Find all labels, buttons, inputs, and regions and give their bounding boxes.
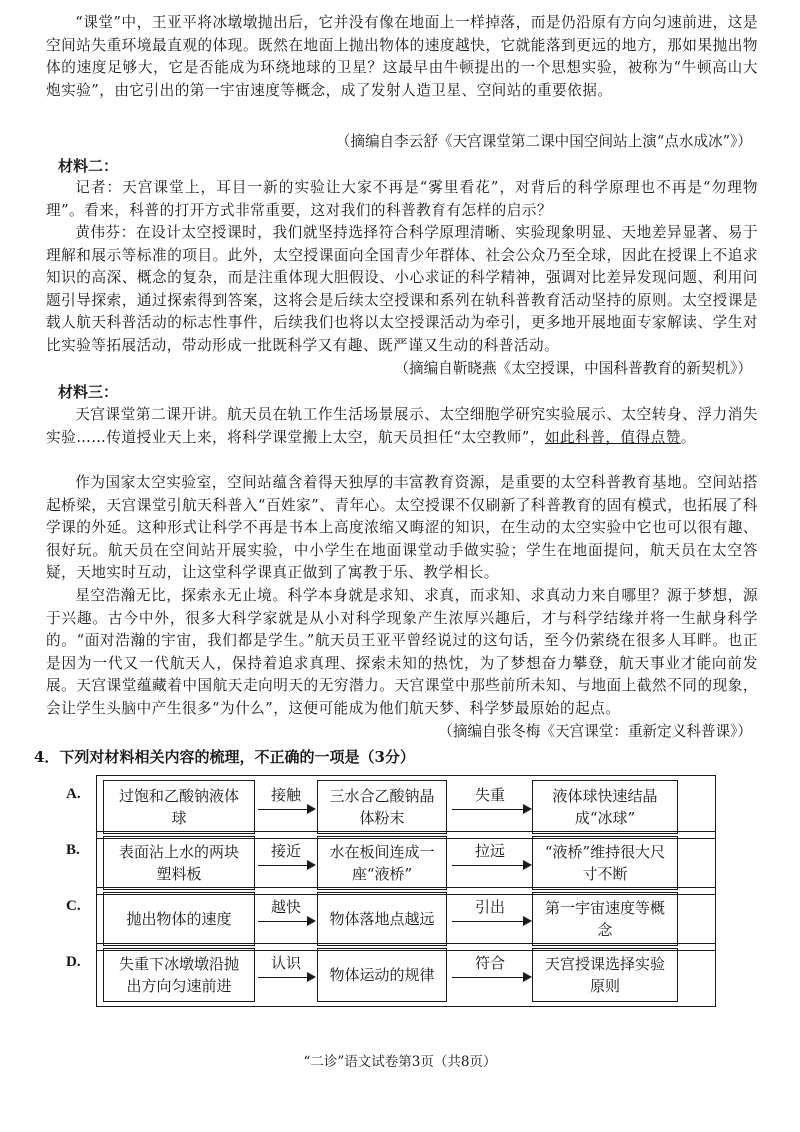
option-letter: A.	[66, 786, 81, 802]
option-letter: B.	[66, 842, 80, 858]
arrow-icon	[258, 977, 314, 978]
arrow-icon	[452, 809, 530, 810]
material-3-p1-end: 。	[680, 428, 696, 446]
source-3: （摘编自张冬梅《天宫课堂：重新定义科普课》）	[438, 723, 752, 740]
flow-link-1: 越快	[270, 898, 301, 916]
material-3-paragraph-2: 作为国家太空实验室，空间站蕴含着得天独厚的丰富教育资源，是重要的太空科普教育基地。空间站搭起桥梁，天宫课堂引航天科普入“百姓家”、青年心。太空授课不仅刷新了科普教育的固有模式，也拓展了科学课的外延。这种形式让科学不再是书本上高度浓缩又晦涩的知识，在生动的太空实验中它也可以很有趣、很好玩。航天员在空间站开展实验，中小学生在地面课堂动手做实验；学生在地面提问，航天员在太空答疑，天地实时互动，让这堂科学课真正做到了寓教于乐、教学相长。	[46, 474, 758, 582]
flow-box-3: “液桥”维持很大尺寸不断	[532, 836, 678, 890]
arrow-icon	[258, 809, 314, 810]
flow-link-1: 接触	[270, 786, 301, 804]
material-2-heading: 材料二：	[58, 157, 119, 175]
material-2-paragraph-2: 黄伟芬：在设计太空授课时，我们就坚持选择符合科学原理清晰、实验现象明显、天地差异显著、易于理解和展示等标准的项目。此外，太空授课面向全国青少年群体、社会公众乃至全球，因此在授课上不追求知识的高深、概念的复杂，而是注重体现大胆假设、小心求证的科学精神，强调对比差异发现问题、利用问题引导探索，通过探索得到答案，这将会是后续太空授课和系列在轨科普教育活动坚持的原则。太空授课是载人航天科普活动的标志性事件，后续我们也将以太空授课活动为牵引，更多地开展地面专家解读、学生对比实验等拓展活动，带动形成一批既科学又有趣、既严谨又生动的科普活动。	[46, 224, 758, 354]
flow-link-2: 失重	[474, 786, 505, 804]
material-2-paragraph-1: 记者：天宫课堂上，耳目一新的实验让大家不再是“雾里看花”，对背后的科学原理也不再是“勿理物理”。看来，科普的打开方式非常重要，这对我们的科普教育有怎样的启示？	[46, 179, 758, 219]
flow-box-2: 三水合乙酸钠晶体粉末	[317, 780, 447, 834]
source-1: （摘编自李云舒《天宫课堂第二课中国空间站上演“点水成冰”》）	[335, 133, 752, 150]
flow-box-1: 失重下冰墩墩沿抛出方向匀速前进	[103, 948, 255, 1002]
underlined-phrase: 如此科普，值得点赞	[544, 428, 681, 446]
flow-link-2: 引出	[474, 898, 505, 916]
material-3-p1-text: 天宫课堂第二课开讲。航天员在轨工作生活场景展示、太空细胞学研究实验展示、太空转身、浮力消失实验……传道授业天上来，将科学课堂搬上太空，航天员担任“太空教师”，	[46, 406, 758, 446]
flow-link-2: 拉远	[474, 842, 505, 860]
flow-box-1: 表面沾上水的两块塑料板	[103, 836, 255, 890]
page-footer: “二诊”语文试卷第3页（共8页）	[303, 1054, 497, 1070]
arrow-icon	[258, 921, 314, 922]
flow-box-3: 天宫授课选择实验原则	[532, 948, 678, 1002]
flow-link-1: 接近	[270, 842, 301, 860]
question-4-stem: 4．下列对材料相关内容的梳理，不正确的一项是（3分）	[34, 748, 415, 766]
arrow-icon	[258, 865, 314, 866]
material-3-paragraph-1	[46, 404, 758, 449]
arrow-icon	[452, 977, 530, 978]
flow-box-1: 抛出物体的速度	[103, 892, 255, 946]
flow-box-3: 第一宇宙速度等概念	[532, 892, 678, 946]
option-letter: D.	[66, 954, 81, 970]
material-3-paragraph-3: 星空浩瀚无比，探索永无止境。科学本身就是求知、求真，而求知、求真动力来自哪里？源于梦想，源于兴趣。古今中外，很多大科学家就是从小对科学现象产生浓厚兴趣后，才与科学结缘并将一生献身科学的。“面对浩瀚的宇宙，我们都是学生。”航天员王亚平曾经说过的这句话，至今仍萦绕在很多人耳畔。也正是因为一代又一代航天人，保持着追求真理、探索未知的热忱，为了梦想奋力攀登，航天事业才能向前发展。天宫课堂蕴藏着中国航天走向明天的无穷潜力。天宫课堂中那些前所未知、与地面上截然不同的现象，会让学生头脑中产生很多“为什么”，这便可能成为他们航天梦、科学梦最原始的起点。	[46, 587, 758, 717]
flow-box-2: 物体运动的规律	[317, 948, 447, 1002]
source-2: （摘编自靳晓燕《太空授课，中国科普教育的新契机》）	[394, 360, 752, 377]
arrow-icon	[452, 921, 530, 922]
flow-box-3: 液体球快速结晶成“冰球”	[532, 780, 678, 834]
flow-link-1: 认识	[270, 954, 301, 972]
option-letter: C.	[66, 898, 81, 914]
flow-link-2: 符合	[474, 954, 505, 972]
intro-paragraph: “课堂”中，王亚平将冰墩墩抛出后，它并没有像在地面上一样掉落，而是仍沿原有方向匀速前进，这是空间站失重环境最直观的体现。既然在地面上抛出物体的速度越快，它就能落到更远的地方，那如果抛出物体的速度足够大，它是否能成为环绕地球的卫星？这最早由牛顿提出的一个思想实验，被称为“牛顿高山大炮实验”，由它引出的第一宇宙速度等概念，成了发射人造卫星、空间站的重要依据。	[46, 14, 758, 99]
material-3-heading: 材料三：	[58, 383, 119, 401]
flow-box-1: 过饱和乙酸钠液体球	[103, 780, 255, 834]
arrow-icon	[452, 865, 530, 866]
flow-box-2: 物体落地点越远	[317, 892, 447, 946]
flow-box-2: 水在板间连成一座“液桥”	[317, 836, 447, 890]
